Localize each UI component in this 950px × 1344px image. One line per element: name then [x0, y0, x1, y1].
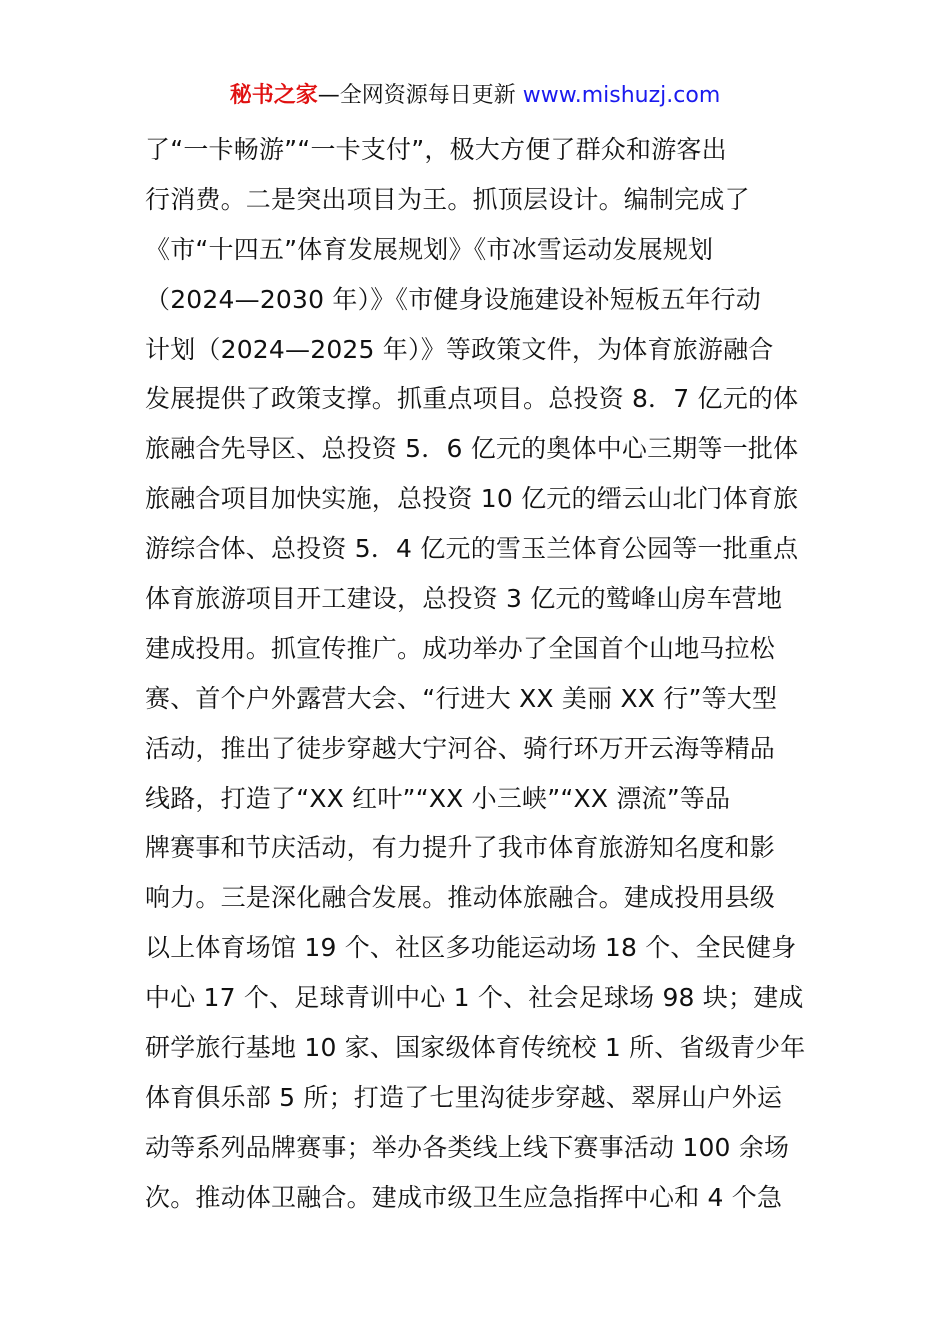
text-line: 旅融合先导区、总投资 5．6 亿元的奥体中心三期等一批体	[145, 434, 799, 464]
text-line: 研学旅行基地 10 家、国家级体育传统校 1 所、省级青少年	[145, 1033, 806, 1063]
text-line: 行消费。二是突出项目为王。抓顶层设计。编制完成了	[145, 184, 750, 214]
text-line: 《市“十四五”体育发展规划》《市冰雪运动发展规划	[145, 234, 714, 264]
text-line: 了“一卡畅游”“一卡支付”，极大方便了群众和游客出	[145, 135, 727, 164]
document-body	[145, 125, 815, 1223]
text-line: 活动，推出了徒步穿越大宁河谷、骑行环万开云海等精品	[145, 733, 776, 763]
text-line: 旅融合项目加快实施，总投资 10 亿元的缙云山北门体育旅	[145, 484, 799, 514]
text-line: 动等系列品牌赛事；举办各类线上线下赛事活动 100 余场	[145, 1132, 790, 1162]
text-line: 体育俱乐部 5 所；打造了七里沟徒步穿越、翠屏山户外运	[145, 1082, 783, 1112]
text-line: 以上体育场馆 19 个、社区多功能运动场 18 个、全民健身	[145, 933, 797, 963]
site-url[interactable]: www.mishuzj.com	[522, 83, 721, 108]
site-header	[0, 80, 950, 112]
text-line: 线路，打造了“XX 红叶”“XX 小三峡”“XX 漂流”等品	[145, 783, 731, 813]
text-line: 计划（2024—2025 年）》等政策文件，为体育旅游融合	[145, 334, 774, 364]
text-line: 中心 17 个、足球青训中心 1 个、社会足球场 98 块；建成	[145, 983, 804, 1013]
text-line: 次。推动体卫融合。建成市级卫生应急指挥中心和 4 个急	[145, 1182, 783, 1212]
text-line: 游综合体、总投资 5．4 亿元的雪玉兰体育公园等一批重点	[145, 534, 799, 564]
text-line: 发展提供了政策支撑。抓重点项目。总投资 8．7 亿元的体	[145, 384, 799, 414]
text-line: 赛、首个户外露营大会、“行进大 XX 美丽 XX 行”等大型	[145, 683, 778, 713]
site-tagline: —全网资源每日更新	[317, 83, 523, 108]
text-line: （2024—2030 年）》《市健身设施建设补短板五年行动	[145, 284, 761, 314]
text-line: 牌赛事和节庆活动，有力提升了我市体育旅游知名度和影	[145, 833, 776, 863]
text-line: 建成投用。抓宣传推广。成功举办了全国首个山地马拉松	[145, 633, 776, 663]
text-line: 响力。三是深化融合发展。推动体旅融合。建成投用县级	[145, 883, 776, 913]
site-brand: 秘书之家	[229, 83, 318, 108]
text-line: 体育旅游项目开工建设，总投资 3 亿元的鹫峰山房车营地	[145, 584, 783, 614]
